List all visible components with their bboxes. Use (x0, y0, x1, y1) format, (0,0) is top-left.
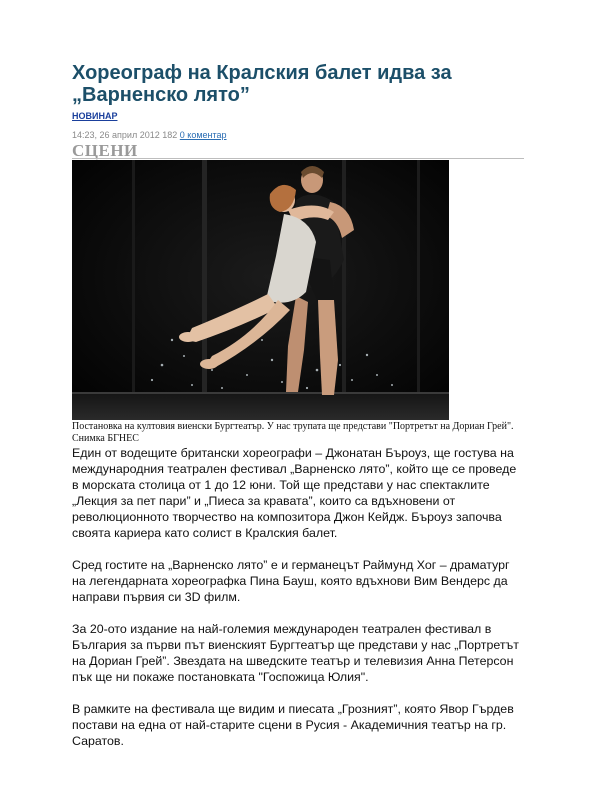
section-header (72, 142, 524, 160)
article-title: Хореограф на Кралския балет идва за „Варненско лято” (72, 62, 452, 106)
section-divider (72, 158, 524, 159)
paragraph: За 20-ото издание на най-големия международен театрален фестивал в България за първи път виенският Бургтеатър ще представи у нас „Портретът на Дориан Грей”. Звездата на шведските театър и телевизия Анна Петерсон пък ще ни покаже постановката "Госпожица Юлия". (72, 622, 519, 684)
view-count: 182 (162, 130, 178, 140)
dance-photo-illustration (72, 160, 449, 420)
paragraph: Един от водещите британски хореографи – Джонатан Бъроуз, ще гостува на международния театрален фестивал „Варненско лято”, който ще се проведе в морската столица от 1 до 12 юни. Той ще представи у нас спектаклите „Лекция за пет пари” и „Пиеса за кравата”, които са вдъхновени от революционното творчество на композитора Джон Кейдж. Бъроуз започва своята кариера като солист в Кралския балет. (72, 446, 517, 540)
article-photo (72, 160, 449, 420)
timestamp: 14:23, 26 април 2012 (72, 130, 160, 140)
photo-caption: Постановка на култовия виенски Бургтеатър. У нас трупата ще представи "Портретът на Дориан Грей". Снимка БГНЕС (72, 421, 514, 444)
article (72, 62, 524, 765)
article-meta (72, 130, 524, 141)
paragraph: Сред гостите на „Варненско лято” е и германецът Раймунд Хог – драматург на легендарната хореографка Пина Бауш, която вдъхнови Вим Вендерс да направи първия си 3D филм. (72, 558, 510, 604)
paragraph: В рамките на фестивала ще видим и пиесата „Грозният”, която Явор Гърдев постави на една от най-старите сцени в Русия - Академичния театър на гр. Саратов. (72, 702, 514, 748)
category-link[interactable]: НОВИНАР (72, 111, 118, 121)
article-body (72, 445, 524, 749)
section-title: СЦЕНИ (72, 141, 138, 160)
comments-link[interactable]: 0 коментар (179, 130, 227, 140)
